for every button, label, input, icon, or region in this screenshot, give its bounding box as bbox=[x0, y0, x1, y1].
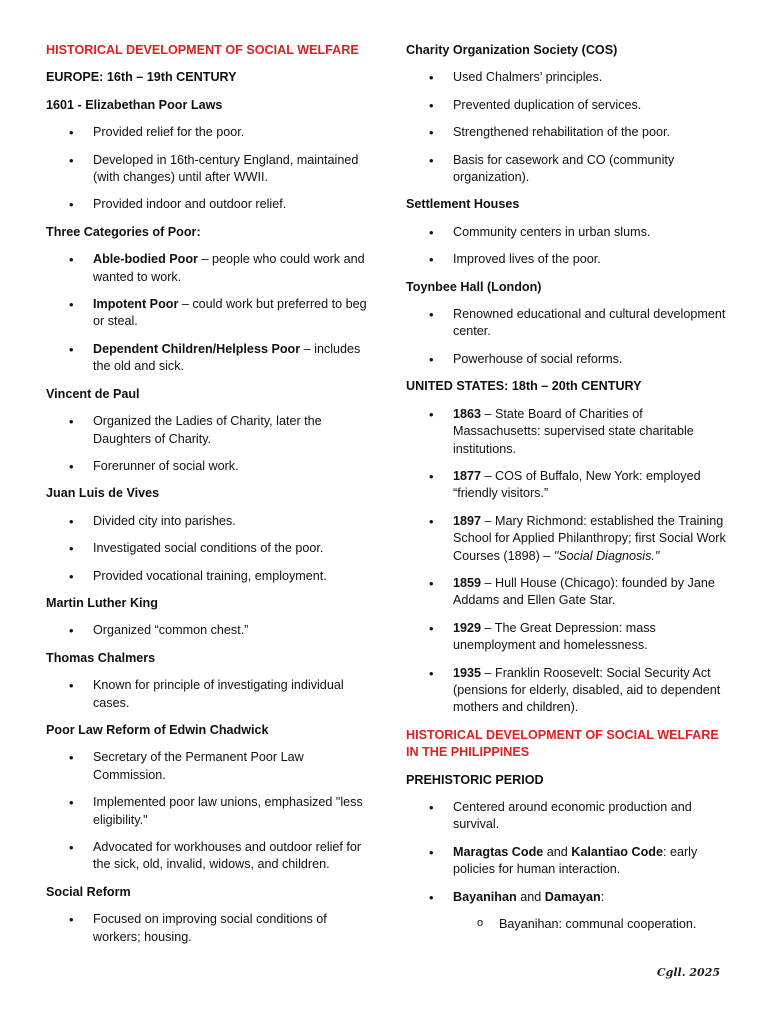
list-item: • Advocated for workhouses and outdoor relief for the sick, old, invalid, widows, and children. bbox=[46, 839, 368, 874]
list-item: • Strengthened rehabilitation of the poor. bbox=[406, 124, 728, 141]
list-item: • Used Chalmers’ principles. bbox=[406, 69, 728, 86]
list-item: • Organized “common chest.” bbox=[46, 622, 368, 639]
list-item: • Basis for casework and CO (community organization). bbox=[406, 152, 728, 187]
term-label: Bayanihan bbox=[453, 889, 517, 904]
list-item: • Developed in 16th-century England, maintained (with changes) until after WWII. bbox=[46, 152, 368, 187]
term-label: Dependent Children/Helpless Poor bbox=[93, 341, 301, 356]
section-heading-prehistoric: PREHISTORIC PERIOD bbox=[406, 772, 544, 787]
right-column bbox=[406, 42, 728, 943]
list-item: • Forerunner of social work. bbox=[46, 458, 368, 475]
list-item bbox=[406, 575, 728, 610]
list-item: • Renowned educational and cultural development center. bbox=[406, 306, 728, 341]
list-item: • Powerhouse of social reforms. bbox=[406, 351, 728, 368]
sub-list bbox=[453, 916, 728, 933]
term-description: – people who could work and wanted to work. bbox=[93, 252, 365, 284]
list-item: • Investigated social conditions of the poor. bbox=[46, 540, 368, 557]
vincent-list bbox=[46, 413, 368, 475]
event-text: – Franklin Roosevelt: Social Security Act (pensions for elderly, disabled, aid to dependent mothers and children). bbox=[453, 665, 721, 715]
section-heading-poor-laws: 1601 - Elizabethan Poor Laws bbox=[46, 97, 223, 112]
list-item bbox=[406, 620, 728, 655]
list-item bbox=[406, 406, 728, 458]
joiner-text: and bbox=[516, 889, 545, 904]
chadwick-list bbox=[46, 749, 368, 873]
year-label: 1935 bbox=[453, 665, 482, 680]
year-label: 1859 bbox=[453, 575, 482, 590]
term-description: : early policies for human interaction. bbox=[453, 844, 698, 877]
list-item: • Improved lives of the poor. bbox=[406, 251, 728, 268]
toynbee-list bbox=[406, 306, 728, 368]
author-signature: Cgll. 2025 bbox=[656, 966, 720, 979]
year-label: 1863 bbox=[453, 406, 482, 421]
list-item bbox=[46, 251, 368, 286]
term-label: Impotent Poor bbox=[93, 297, 179, 312]
list-item bbox=[46, 341, 368, 376]
term-label: Damayan bbox=[544, 889, 601, 904]
list-item: • Provided relief for the poor. bbox=[46, 124, 368, 141]
list-item bbox=[406, 844, 728, 879]
section-heading-chalmers: Thomas Chalmers bbox=[46, 650, 156, 665]
list-item: • Known for principle of investigating individual cases. bbox=[46, 677, 368, 712]
section-heading-reform: Social Reform bbox=[46, 884, 131, 899]
era-heading-us: UNITED STATES: 18th – 20th CENTURY bbox=[406, 379, 642, 394]
sub-list-item: o Bayanihan: communal cooperation. bbox=[453, 916, 728, 933]
left-column bbox=[46, 42, 368, 956]
term-label: Kalantiao Code bbox=[571, 844, 663, 859]
list-item bbox=[406, 889, 728, 934]
list-item: • Organized the Ladies of Charity, later the Daughters of Charity. bbox=[46, 413, 368, 448]
section-heading-chadwick: Poor Law Reform of Edwin Chadwick bbox=[46, 722, 269, 737]
vives-list bbox=[46, 513, 368, 585]
list-item: • Implemented poor law unions, emphasized "less eligibility." bbox=[46, 794, 368, 829]
philippines-title: HISTORICAL DEVELOPMENT OF SOCIAL WELFARE IN THE PHILIPPINES bbox=[406, 727, 719, 760]
term-description: – could work but preferred to beg or steal. bbox=[93, 297, 367, 329]
list-item: • Centered around economic production and survival. bbox=[406, 799, 728, 834]
chalmers-list bbox=[46, 677, 368, 712]
event-text: – Mary Richmond: established the Training School for Applied Philanthropy; first Social Work Courses (1898) – bbox=[453, 513, 726, 563]
term-label: Able-bodied Poor bbox=[93, 252, 198, 267]
section-heading-categories: Three Categories of Poor: bbox=[46, 224, 201, 239]
main-title: HISTORICAL DEVELOPMENT OF SOCIAL WELFARE bbox=[46, 43, 359, 57]
categories-list bbox=[46, 251, 368, 375]
settlement-list bbox=[406, 224, 728, 269]
list-item: • Community centers in urban slums. bbox=[406, 224, 728, 241]
list-item: • Provided vocational training, employment. bbox=[46, 568, 368, 585]
poor-laws-list bbox=[46, 124, 368, 214]
list-item: • Focused on improving social conditions of workers; housing. bbox=[46, 911, 368, 946]
list-item: • Divided city into parishes. bbox=[46, 513, 368, 530]
year-label: 1929 bbox=[453, 620, 482, 635]
section-heading-toynbee: Toynbee Hall (London) bbox=[406, 279, 542, 294]
era-heading-europe: EUROPE: 16th – 19th CENTURY bbox=[46, 70, 237, 85]
event-text: – COS of Buffalo, New York: employed “friendly visitors.” bbox=[453, 468, 701, 501]
list-item: • Secretary of the Permanent Poor Law Commission. bbox=[46, 749, 368, 784]
event-text: – State Board of Charities of Massachusetts: supervised state charitable institutions. bbox=[453, 406, 694, 456]
luther-list bbox=[46, 622, 368, 639]
term-label: Maragtas Code bbox=[453, 844, 544, 859]
event-text: – Hull House (Chicago): founded by Jane Addams and Ellen Gate Star. bbox=[453, 575, 715, 608]
section-heading-vives: Juan Luis de Vives bbox=[46, 486, 160, 501]
event-italic-text: "Social Diagnosis." bbox=[553, 548, 660, 563]
list-item bbox=[406, 468, 728, 503]
term-description: : bbox=[600, 889, 605, 904]
cos-list bbox=[406, 69, 728, 186]
term-description: – includes the old and sick. bbox=[93, 341, 361, 374]
list-item bbox=[406, 513, 728, 565]
list-item: • Prevented duplication of services. bbox=[406, 97, 728, 114]
list-item bbox=[46, 296, 368, 331]
joiner-text: and bbox=[543, 844, 572, 859]
year-label: 1897 bbox=[453, 513, 482, 528]
reform-list bbox=[46, 911, 368, 946]
event-text: – The Great Depression: mass unemployment and homelessness. bbox=[453, 620, 656, 653]
section-heading-vincent: Vincent de Paul bbox=[46, 386, 140, 401]
section-heading-cos: Charity Organization Society (COS) bbox=[406, 43, 618, 57]
section-heading-settlement: Settlement Houses bbox=[406, 197, 520, 212]
year-label: 1877 bbox=[453, 468, 482, 483]
list-item bbox=[406, 665, 728, 717]
section-heading-luther: Martin Luther King bbox=[46, 595, 158, 610]
prehistoric-list bbox=[406, 799, 728, 933]
list-item: • Provided indoor and outdoor relief. bbox=[46, 196, 368, 213]
us-timeline-list bbox=[406, 406, 728, 717]
